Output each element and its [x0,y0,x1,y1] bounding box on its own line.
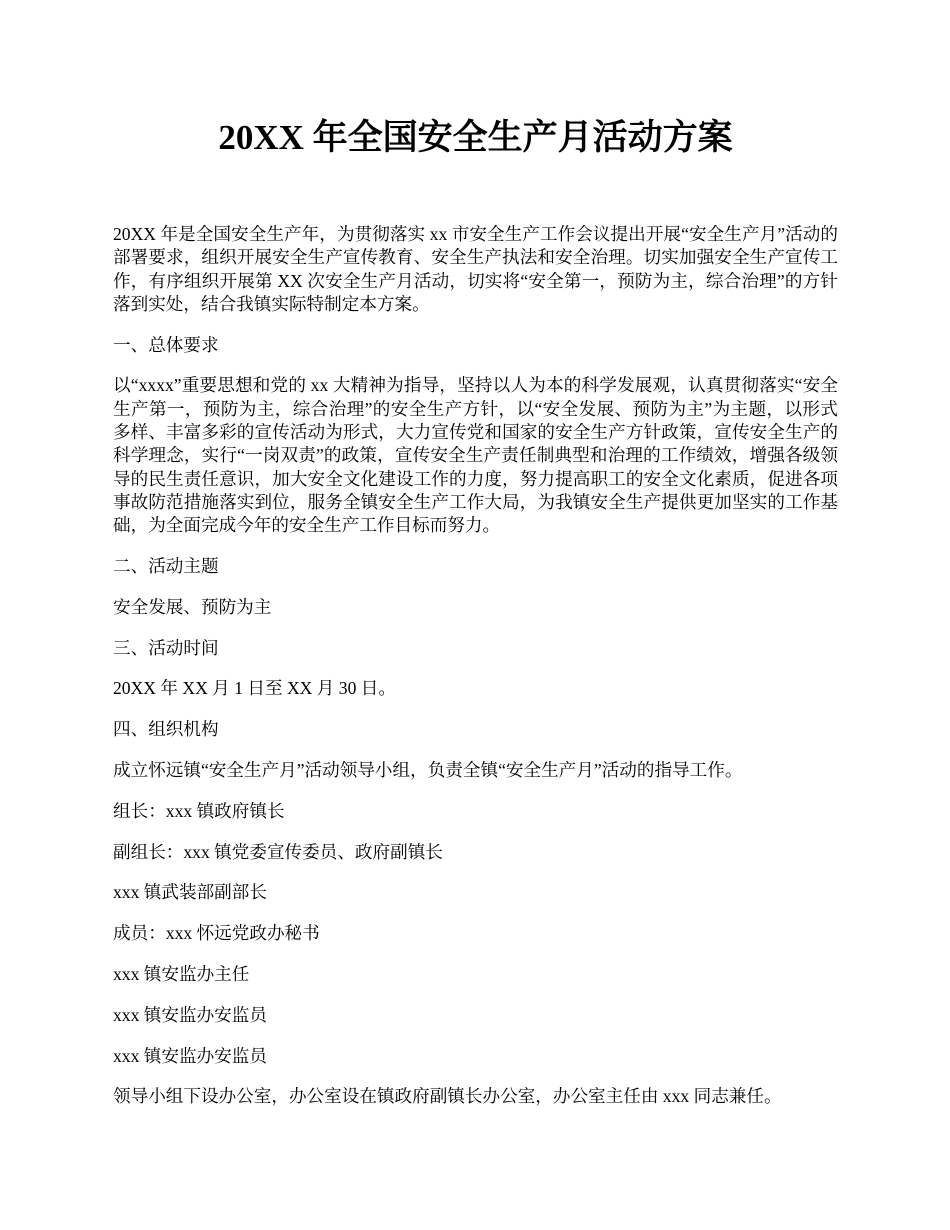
document-body [113,223,838,1109]
general-requirements-paragraph: 以“xxxx”重要思想和党的 xx 大精神为指导，坚持以人为本的科学发展观，认真贯彻落实“安全生产第一，预防为主，综合治理”的安全生产方针，以“安全发展、预防为主”为主题，以形式多样、丰富多彩的宣传活动为形式，大力宣传党和国家的安全生产方针政策，宣传安全生产的科学理念，实行“一岗双责”的政策，宣传安全生产责任制典型和治理的工作绩效，增强各级领导的民生责任意识，加大安全文化建设工作的力度，努力提高职工的安全文化素质，促进各项事故防范措施落实到位，服务全镇安全生产工作大局，为我镇安全生产提供更加坚实的工作基础，为全面完成今年的安全生产工作目标而努力。 [113,375,838,536]
org-line-safety-inspector-1: xxx 镇安监办安监员 [113,1004,267,1025]
section-heading-general-requirements: 一、总体要求 [113,334,219,355]
org-line-safety-inspector-2: xxx 镇安监办安监员 [113,1045,267,1066]
office-note-text: 领导小组下设办公室，办公室设在镇政府副镇长办公室，办公室主任由 xxx 同志兼任。 [113,1086,782,1107]
organization-intro-text: 成立怀远镇“安全生产月”活动领导小组，负责全镇“安全生产月”活动的指导工作。 [113,760,743,781]
org-line-leader: 组长：xxx 镇政府镇长 [113,800,285,821]
org-line-armed-forces: xxx 镇武装部副部长 [113,882,267,903]
org-line-members: 成员：xxx 怀远党政办秘书 [113,923,320,944]
document-title: 20XX 年全国安全生产月活动方案 [218,118,733,157]
activity-time-text: 20XX 年 XX 月 1 日至 XX 月 30 日。 [113,678,396,699]
section-heading-organization: 四、组织机构 [113,719,219,740]
activity-theme-text: 安全发展、预防为主 [113,596,272,617]
section-heading-activity-theme: 二、活动主题 [113,556,219,577]
org-line-deputy-leader: 副组长：xxx 镇党委宣传委员、政府副镇长 [113,841,443,862]
intro-paragraph: 20XX 年是全国安全生产年，为贯彻落实 xx 市安全生产工作会议提出开展“安全生产月”活动的部署要求，组织开展安全生产宣传教育、安全生产执法和安全治理。切实加强安全生产宣传工作，有序组织开展第 XX 次安全生产月活动，切实将“安全第一，预防为主，综合治理”的方针落到实处，结合我镇实际特制定本方案。 [113,224,838,314]
section-heading-activity-time: 三、活动时间 [113,637,219,658]
org-line-safety-director: xxx 镇安监办主任 [113,964,250,985]
